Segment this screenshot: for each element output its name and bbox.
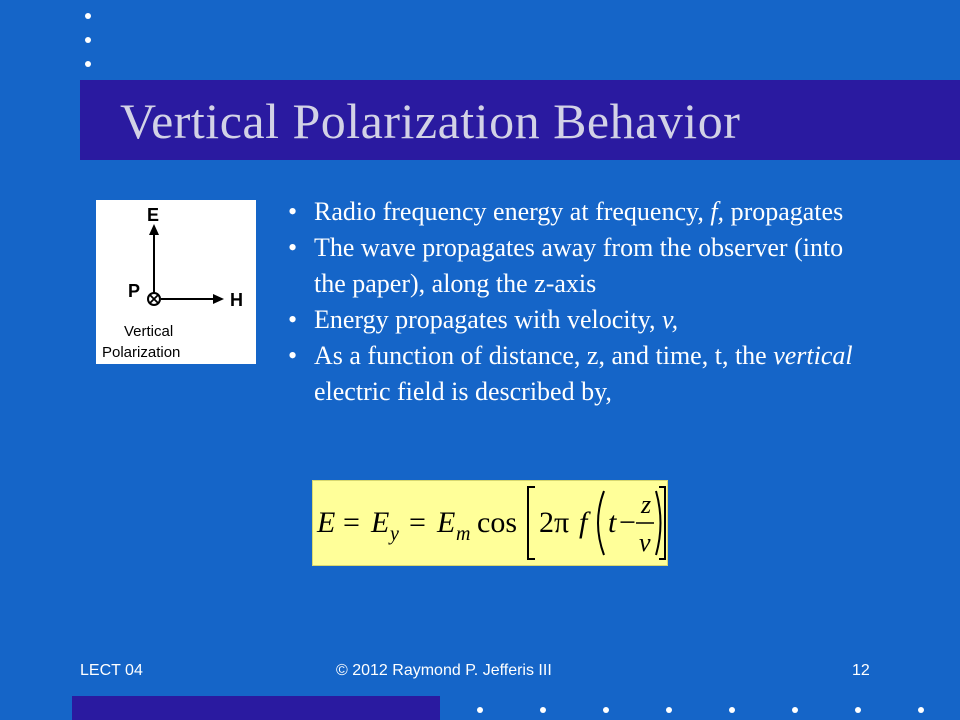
formula-ey: E <box>371 506 390 539</box>
decorative-dot <box>792 707 798 713</box>
circled-x-icon <box>148 293 160 305</box>
formula-eq-1: = <box>343 506 360 539</box>
footer-lecture: LECT 04 <box>80 662 143 679</box>
bullet-dot-icon: • <box>288 233 298 262</box>
formula-z: z <box>641 490 652 519</box>
decorative-dot <box>477 707 483 713</box>
slide-title: Vertical Polarization Behavior <box>120 93 741 149</box>
decorative-dot <box>603 707 609 713</box>
polarization-diagram <box>96 200 256 364</box>
e-label: E <box>147 205 160 225</box>
h-label: H <box>230 290 243 310</box>
h-arrow-icon <box>213 294 224 304</box>
decorative-dot <box>85 37 91 43</box>
formula-e: E <box>317 506 336 539</box>
formula-f: f <box>579 506 588 539</box>
left-bracket-icon <box>528 487 535 559</box>
formula-cos: cos <box>477 506 517 539</box>
formula-em-sub: m <box>456 523 471 545</box>
bullet-item: • As a function of distance, z, and time, t, the vertical electric field is described by, <box>288 338 868 410</box>
formula-eq-2: = <box>409 506 426 539</box>
bullet-item: • The wave propagates away from the observer (into the paper), along the z-axis <box>288 230 868 302</box>
bottom-bar <box>72 696 440 720</box>
decorative-dot <box>85 13 91 19</box>
decorative-dot <box>855 707 861 713</box>
right-paren-icon <box>656 491 661 555</box>
formula-t: t <box>608 506 617 539</box>
formula-two-pi: 2π <box>539 506 570 539</box>
footer-page-number: 12 <box>852 662 870 679</box>
formula-minus: − <box>619 506 636 539</box>
formula-em: E <box>437 506 456 539</box>
diagram-caption-line1: Vertical <box>124 323 174 340</box>
decorative-dot <box>85 61 91 67</box>
decorative-dot <box>666 707 672 713</box>
e-arrow-icon <box>149 224 159 235</box>
bullet-dot-icon: • <box>288 341 298 370</box>
left-paren-icon <box>598 491 604 555</box>
diagram-caption-line2: Polarization <box>102 344 181 361</box>
formula-box <box>312 480 668 566</box>
footer-copyright: © 2012 Raymond P. Jefferis III <box>336 662 552 679</box>
bullet-dot-icon: • <box>288 305 298 334</box>
decorative-dot <box>540 707 546 713</box>
bullet-dot-icon: • <box>288 197 298 226</box>
decorative-dot <box>729 707 735 713</box>
formula-ey-sub: y <box>390 523 399 545</box>
bullet-item: • Energy propagates with velocity, v, <box>288 302 868 338</box>
bullet-list <box>288 194 868 410</box>
p-label: P <box>128 281 141 301</box>
formula-v: v <box>639 528 651 557</box>
decorative-dot <box>918 707 924 713</box>
bullet-item: • Radio frequency energy at frequency, f, propagates <box>288 194 868 230</box>
